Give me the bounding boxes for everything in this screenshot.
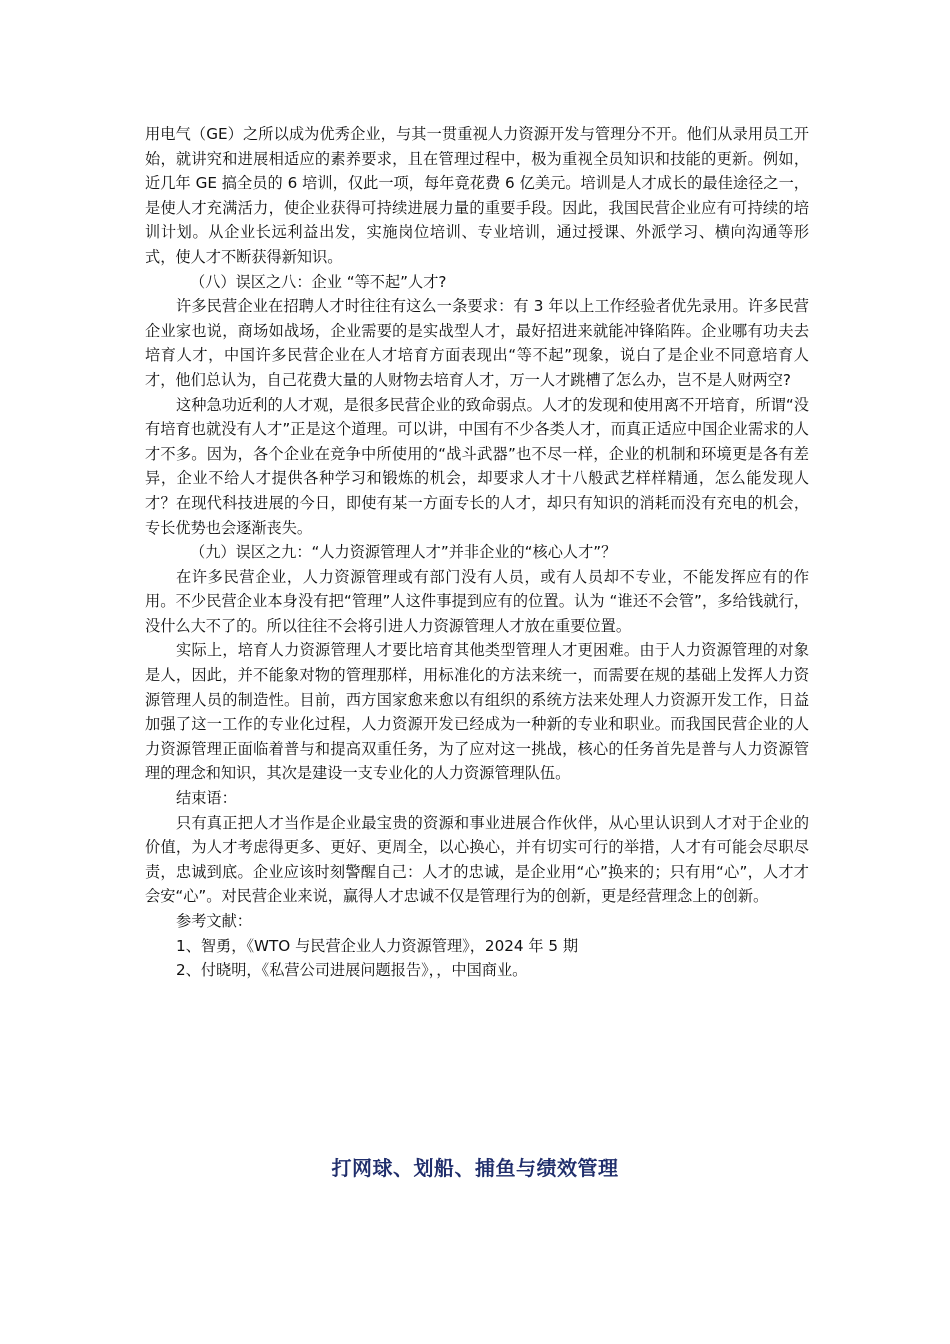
section-heading: （九）误区之九：“人力资源管理人才”并非企业的“核心人才”？ (190, 543, 617, 562)
paragraph: 参考文献： (176, 912, 252, 930)
paragraph: 只有真正把人才当作是企业最宝贵的资源和事业进展合作伙伴，从心里认识到人才对于企业的价值，为人才考虑得更多、更好、更周全，以心换心，并有切实可行的举措，人才有可能会尽职尽责，忠诚到底。企业应该时刻警醒自己：人才的忠诚，是企业用“心”换来的；只有用“心”，人才才会安“心”。对民营企业来说，赢得人才忠诚不仅是管理行为的创新，更是经营理念上的创新。 (145, 813, 809, 906)
paragraph: 实际上，培育人力资源管理人才要比培育其他类型管理人才更困难。由于人力资源管理的对象是人，因此，并不能象对物的管理那样，用标准化的方法来统一，而需要在规的基础上发挥人力资源管理人员的制造性。目前，西方国家愈来愈以有组织的系统方法来处理人力资源开发工作，日益加强了这一工作的专业化过程，人力资源开发已经成为一种新的专业和职业。而我国民营企业的人力资源管理正面临着普与和提高双重任务，为了应对这一挑战，核心的任务首先是普与人力资源管理的理念和知识，其次是建设一支专业化的人力资源管理队伍。 (145, 641, 809, 783)
paragraph: 用电气（GE）之所以成为优秀企业，与其一贯重视人力资源开发与管理分不开。他们从录用员工开始，就讲究和进展相适应的素养要求，且在管理过程中，极为重视全员知识和技能的更新。例如，近几年 GE 搞全员的 6 培训，仅此一项，每年竟花费 6 亿美元。培训是人才成长的最佳途径之一，是使人才充满活力，使企业获得可持续进展力量的重要手段。因此，我国民营企业应有可持续的培训计划。从企业长远利益出发，实施岗位培训、专业培训，通过授课、外派学习、横向沟通等形式，使人才不断获得新知识。 (145, 125, 809, 266)
paragraph: 许多民营企业在招聘人才时往往有这么一条要求：有 3 年以上工作经验者优先录用。许多民营企业家也说，商场如战场，企业需要的是实战型人才，最好招进来就能冲锋陷阵。企业哪有功夫去培育人才，中国许多民营企业在人才培育方面表现出“等不起”现象，说白了是企业不同意培育人才，他们总认为，自己花费大量的人财物去培育人才，万一人才跳槽了怎么办，岂不是人财两空? (145, 297, 809, 389)
paragraph: 这种急功近利的人才观，是很多民营企业的致命弱点。人才的发现和使用离不开培育，所谓“没有培育也就没有人才”正是这个道理。可以讲，中国有不少各类人才，而真正适应中国企业需求的人才不多。因为，各个企业在竞争中所使用的“战斗武器”也不尽一样，企业的机制和环境更是各有差异，企业不给人才提供各种学习和锻炼的机会，却要求人才十八般武艺样样精通，怎么能发现人才？在现代科技进展的今日，即使有某一方面专长的人才，却只有知识的消耗而没有充电的机会，专长优势也会逐渐丧失。 (145, 395, 809, 537)
paragraph: 在许多民营企业，人力资源管理或有部门没有人员，或有人员却不专业，不能发挥应有的作用。不少民营企业本身没有把“管理”人这件事提到应有的位置。认为 “谁还不会管”，多给钱就行，没什么大不了的。所以往往不会将引进人力资源管理人才放在重要位置。 (145, 567, 809, 635)
paragraph: 结束语： (176, 789, 237, 808)
next-article-title: 打网球、划船、捕鱼与绩效管理 (331, 1156, 619, 1180)
section-heading: （八）误区之八：企业 “等不起”人才? (190, 272, 447, 291)
article-body (145, 122, 809, 983)
reference-item: 2、付晓明，《私营公司进展问题报告》，，中国商业。 (176, 961, 528, 980)
reference-item: 1、智勇，《WTO 与民营企业人力资源管理》，2024 年 5 期 (176, 936, 579, 955)
